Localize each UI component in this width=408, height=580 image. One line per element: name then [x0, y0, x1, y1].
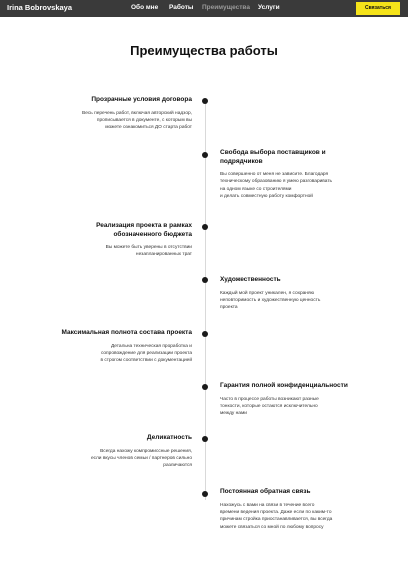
contact-button[interactable]: Связаться — [356, 2, 400, 15]
advantage-title: Художественность — [220, 276, 281, 283]
timeline-dot — [202, 491, 208, 497]
nav-item-advantages[interactable]: Преимущества — [202, 4, 250, 11]
advantage-description: Вы можете быть уверены в отсутствии незапланированных трат — [105, 245, 192, 258]
timeline-dot — [202, 436, 208, 442]
timeline-dot — [202, 331, 208, 337]
timeline-dot — [202, 152, 208, 158]
advantage-title: Постоянная обратная связь — [220, 488, 311, 495]
advantage-description: Нахожусь с вами на связи в течение всего времени ведения проекта. Даже если по каким-то причинам стройка приостанавливается, вы всегда можете связаться со мной по любому вопросу — [220, 502, 333, 530]
nav-item-works[interactable]: Работы — [169, 4, 194, 11]
advantage-description: Весь перечень работ, включая авторский надзор, прописывается в документе, с которым вы можете ознакомиться ДО старта работ — [82, 110, 192, 131]
advantage-title: Прозрачные условия договора — [91, 96, 192, 103]
page-title: Преимущества работы — [130, 43, 278, 58]
brand-name[interactable]: Irina Bobrovskaya — [7, 3, 73, 12]
advantage-description: Вы совершенно от меня не зависите. Благодаря техническому образованию я умею разговаривать на одном языке со строителями и делать совместную работу комфортной — [220, 172, 333, 200]
advantage-item — [12, 434, 192, 470]
advantage-title: Деликатность — [146, 434, 192, 441]
advantage-description: Каждый мой проект уникален, я сохраняю неповторимость и художественную ценность проекта — [220, 290, 321, 311]
advantage-title: Свобода выбора поставщиков и подрядчиков — [220, 149, 326, 165]
nav-item-services[interactable]: Услуги — [258, 4, 280, 11]
advantage-description: Часто в процессе работы возникают разные тонкости, которые остаются исключительно между нами — [220, 396, 319, 417]
advantage-item — [220, 488, 402, 531]
advantage-item — [12, 329, 192, 365]
top-navigation-bar — [0, 0, 408, 17]
timeline-dot — [202, 384, 208, 390]
advantage-title: Максимальная полнота состава проекта — [61, 329, 192, 336]
advantage-description: Всегда нахожу компромиссные решения, если вкусы членов семьи / партнеров сильно различаются — [90, 448, 192, 469]
advantage-item — [220, 382, 400, 418]
advantage-description: Детальна техническая проработка и сопровождение для реализации проекта в строгом соответствии с документацией — [100, 343, 192, 364]
timeline-dot — [202, 224, 208, 230]
advantage-title: Гарантия полной конфиденциальности — [220, 382, 348, 389]
nav-item-about[interactable]: Обо мне — [131, 4, 159, 11]
timeline-dot — [202, 98, 208, 104]
advantage-title: Реализация проекта в рамках обозначенного бюджета — [96, 222, 192, 238]
advantage-item — [72, 222, 192, 259]
advantage-item — [220, 276, 380, 312]
advantage-item — [220, 149, 360, 201]
advantage-item — [12, 96, 192, 132]
timeline-dot — [202, 277, 208, 283]
